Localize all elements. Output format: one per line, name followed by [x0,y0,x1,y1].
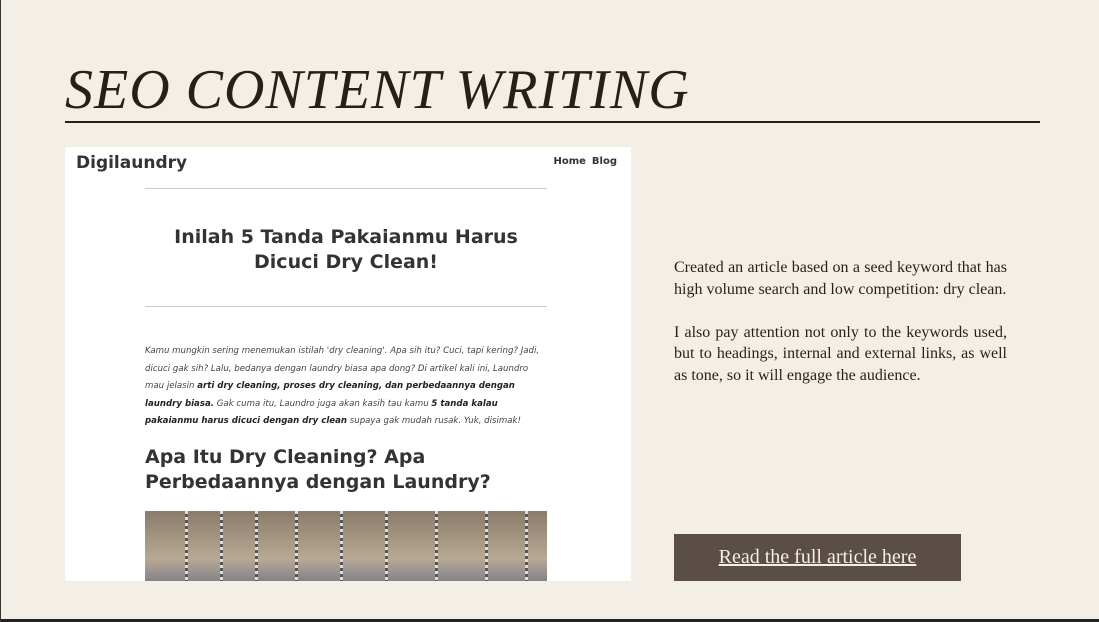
page-title: SEO CONTENT WRITING [65,59,690,121]
article-title: Inilah 5 Tanda Pakaianmu Harus Dicuci Dry Clean! [174,226,518,273]
site-brand: Digilaundry [76,153,188,173]
hanger-photo [145,511,547,581]
title-divider [65,121,1040,123]
nav-blog: Blog [591,156,617,167]
project-description: Created an article based on a seed keyword that has high volume search and low competition: dry clean. I also pay attention not only to the keywords used, but to headings, internal and external links, as well as tone, so it will engage the audience. [674,259,1007,384]
read-article-button[interactable]: Read the full article here [674,534,961,581]
article-subheading: Apa Itu Dry Cleaning? Apa Perbedaannya dengan Laundry? [145,446,491,493]
divider [145,306,547,307]
divider [145,188,547,189]
site-nav [547,156,617,167]
article-screenshot [65,147,631,581]
article-intro: Kamu mungkin sering menemukan istilah 'dry cleaning'. Apa sih itu? Cuci, tapi kering? Jadi, dicuci gak sih? Lalu, bedanya dengan laundry biasa apa dong? Di artikel kali ini, Laundro mau jelasin arti dry cleaning, proses dry cleaning, dan perbedaannya dengan laundry biasa. Gak cuma itu, Laundro juga akan kasih tau kamu 5 tanda kalau pakaianmu harus dicuci dengan dry clean supaya gak mudah rusak. Yuk, disimak! [145,346,540,426]
nav-home: Home [553,156,586,167]
